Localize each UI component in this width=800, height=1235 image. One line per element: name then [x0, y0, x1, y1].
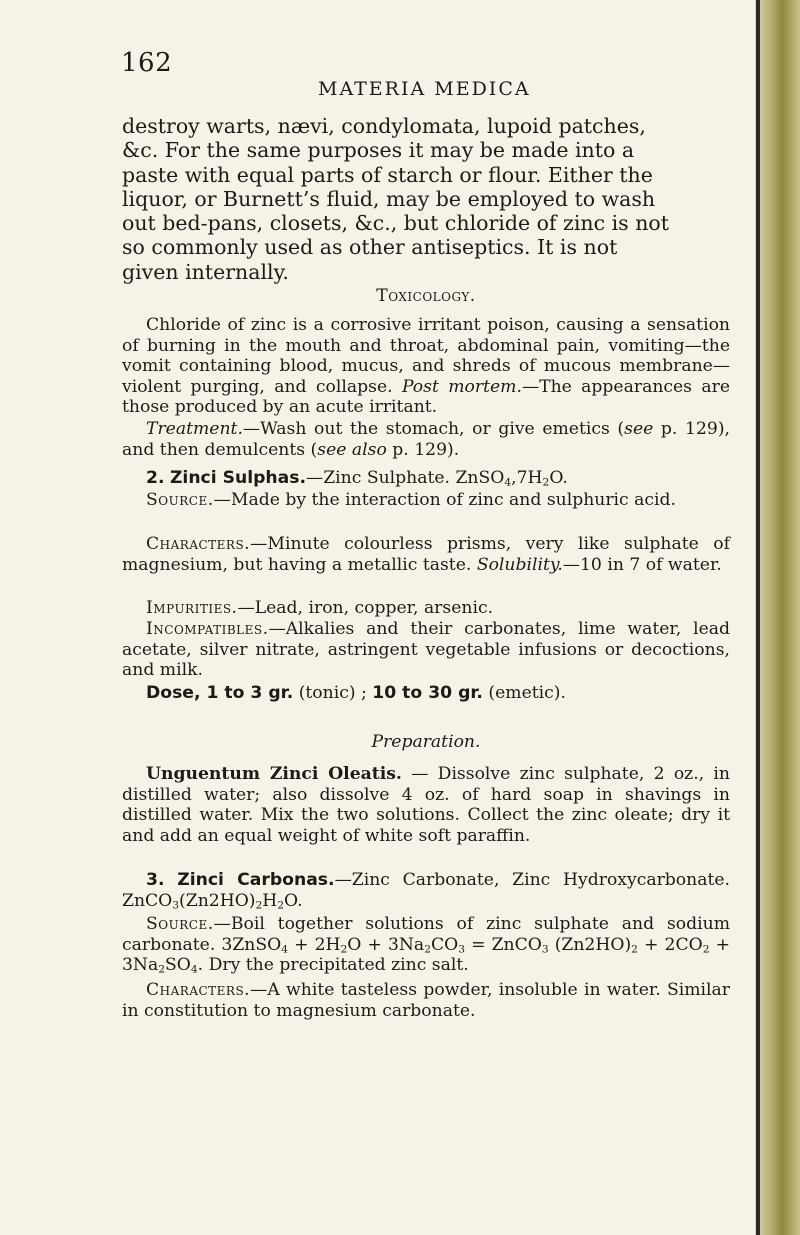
- zinci-sulphas-entry: 2. Zinci Sulphas.—Zinc Sulphate. $ZnSO_4,7H_2O$.: [146, 468, 568, 489]
- zinci-carbonas-source: Source.—Boil together solutions of zinc sulphate and sodium carbonate. 3ZnSO$_4$ + $2H_2O + 3Na_2CO_3$ = ZnCO$_3$ $(Zn2HO)_2 + 2CO_2 + 3Na_2SO_4$. Dry the precipitated zinc salt.: [122, 914, 730, 976]
- text-line: out bed-pans, closets, &c., but chloride of zinc is not: [122, 211, 669, 236]
- entry-number: 2.: [146, 468, 165, 488]
- solubility-label: Solubility.: [476, 554, 563, 575]
- zinci-sulphas-characters: Characters.—Minute colourless prisms, very like sulphate of magnesium, but having a metallic taste. Solubility.—10 in 7 of water.: [122, 534, 730, 575]
- page-shadow-line: [756, 0, 760, 1235]
- page-number: 162: [121, 48, 173, 78]
- entry-title: Zinci Sulphas.: [169, 468, 307, 488]
- preparation-heading: Preparation.: [371, 732, 481, 752]
- post-mortem-label: Post mortem.: [401, 376, 522, 397]
- toxicology-paragraph: Chloride of zinc is a corrosive irritant poison, causing a sensation of burning in the mouth and throat, abdominal pain, vomiting—the vomit containing blood, mucus, and shreds of mucous membrane—violent purging, and collapse. Post mortem.—The appearances are those produced by an acute irritant.: [122, 315, 730, 418]
- preparation-paragraph: Unguentum Zinci Oleatis. — Dissolve zinc sulphate, 2 oz., in distilled water; also dissolve 4 oz. of hard soap in shavings in distilled water. Mix the two solutions. Collect the zinc oleate; dry it and add an equal weight of white soft paraffin.: [122, 764, 730, 846]
- book-page-edge: [755, 0, 800, 1235]
- preparation-title: Unguentum Zinci Oleatis.: [146, 764, 402, 784]
- zinci-sulphas-source: Source.—Made by the interaction of zinc and sulphuric acid.: [146, 490, 676, 510]
- toxicology-heading: Toxicology.: [376, 286, 476, 306]
- treatment-label: Treatment.: [146, 419, 243, 439]
- zinci-sulphas-dose: Dose, 1 to 3 gr. (tonic) ; 10 to 30 gr. (emetic).: [146, 683, 566, 703]
- entry-number: 3.: [146, 870, 165, 890]
- zinci-carbonas-entry: 3. Zinci Carbonas.—Zinc Carbonate, Zinc Hydroxycarbonate. $ZnCO_3(Zn2HO)_2H_2O$.: [122, 870, 731, 912]
- text-line: liquor, or Burnett’s fluid, may be employed to wash: [122, 186, 656, 211]
- text-line: &c. For the same purposes it may be made into a: [122, 138, 635, 163]
- zinci-carbonas-characters: Characters.—A white tasteless powder, insoluble in water. Similar in constitution to magnesium carbonate.: [122, 980, 730, 1021]
- text-line: destroy warts, nævi, condylomata, lupoid patches,: [122, 114, 646, 138]
- entry-title: Zinci Carbonas.: [177, 870, 335, 890]
- zinci-sulphas-impurities: Impurities.—Lead, iron, copper, arsenic.: [146, 598, 494, 618]
- intro-paragraph: [122, 114, 730, 284]
- running-head: MATERIA MEDICA: [318, 78, 531, 100]
- zinci-sulphas-incompatibles: Incompatibles.—Alkalies and their carbonates, lime water, lead acetate, silver nitrate, astringent vegetable infusions or decoctions, and milk.: [122, 619, 730, 681]
- text-line: paste with equal parts of starch or flour. Either the: [122, 162, 653, 187]
- text-line: so commonly used as other antiseptics. It is not: [122, 235, 618, 260]
- text-line: given internally.: [122, 259, 289, 284]
- treatment-paragraph: Treatment.—Wash out the stomach, or give emetics (see p. 129), and then demulcents (see also p. 129).: [122, 419, 730, 460]
